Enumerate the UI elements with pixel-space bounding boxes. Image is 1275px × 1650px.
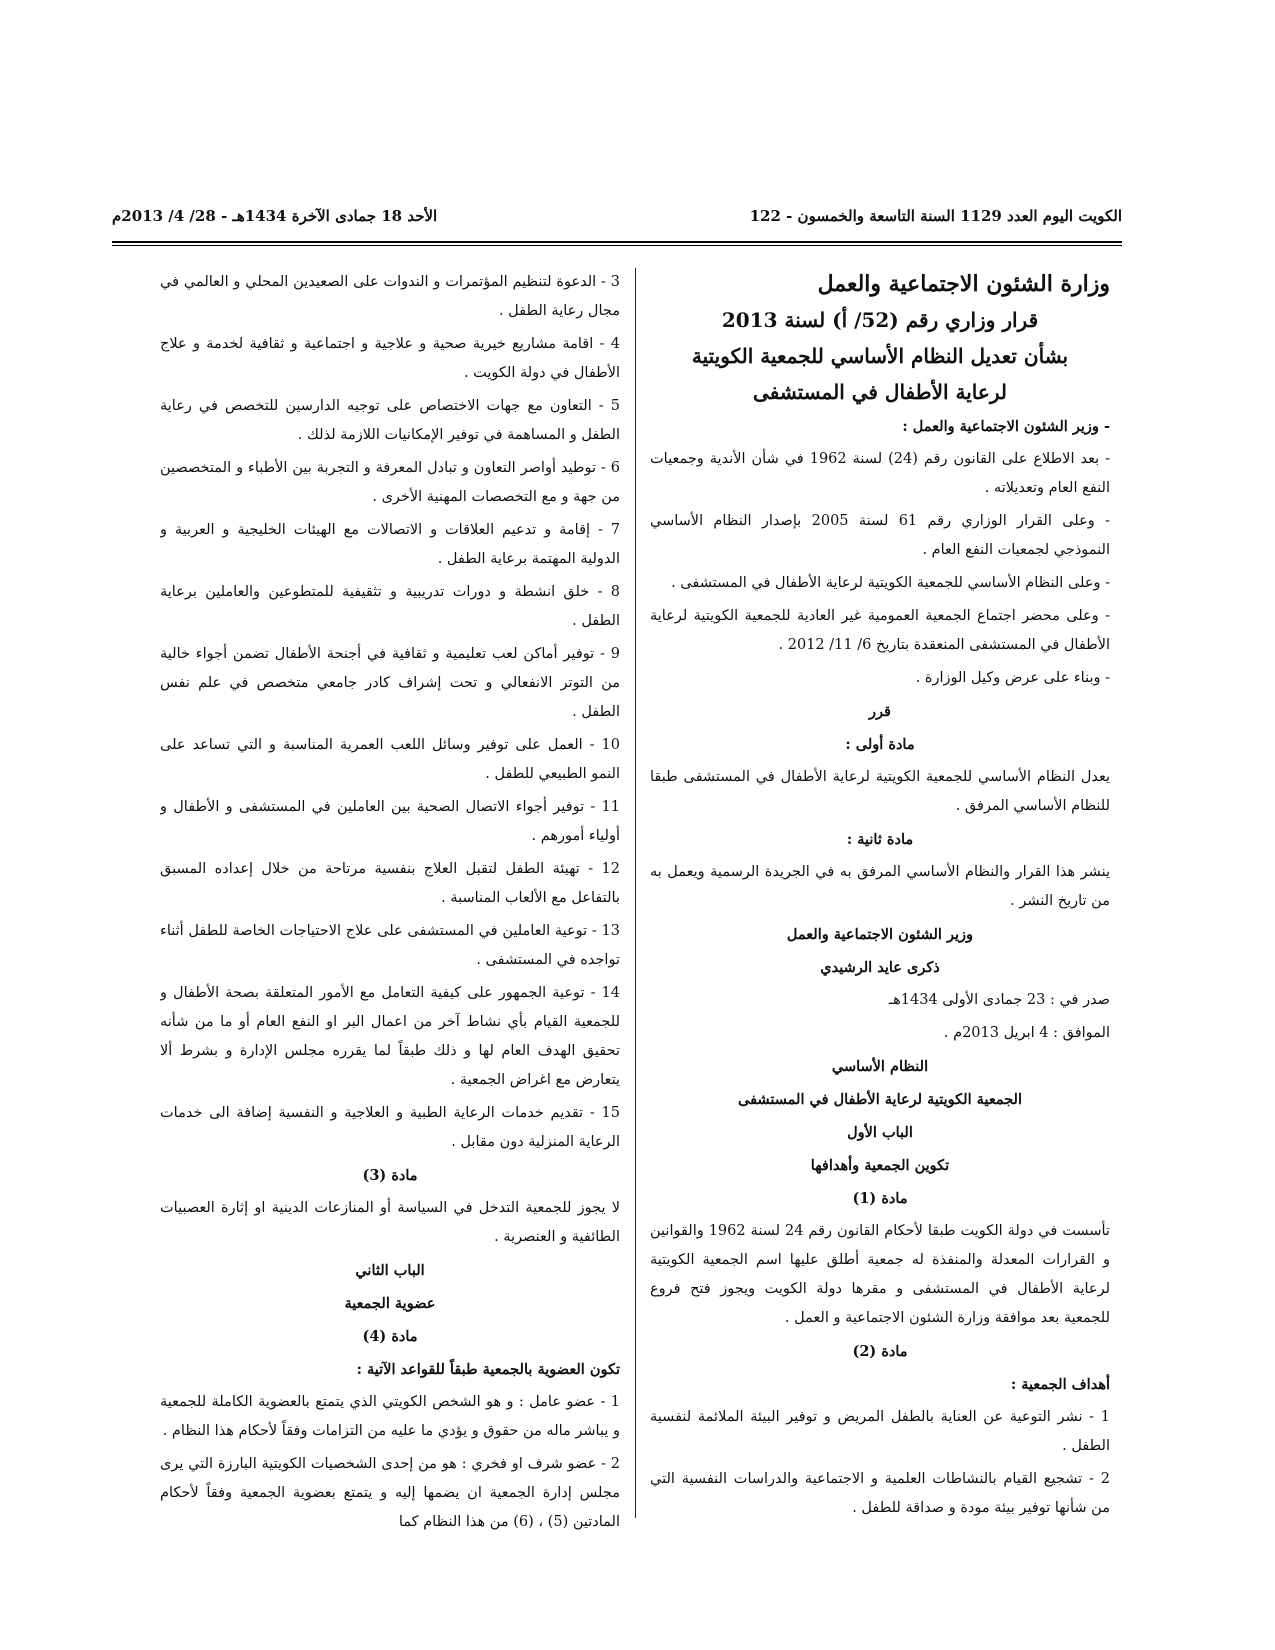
goal-item: 13 - توعية العاملين في المستشفى على علاج الاحتياجات الخاصة للطفل أثناء تواجده في المستشفى . [160, 923, 620, 968]
article-3-title: مادة (3) [362, 1167, 418, 1184]
article-2-title: مادة (2) [852, 1343, 908, 1360]
membership-intro: تكون العضوية بالجمعية طبقاً للقواعد الآتية : [356, 1361, 620, 1378]
ministry-name: وزارة الشئون الاجتماعية والعمل [817, 271, 1110, 297]
goal-item: 4 - اقامة مشاريع خيرية صحية و علاجية و اجتماعية و ثقافية لخدمة و علاج الأطفال في دولة الكويت . [160, 336, 620, 381]
goals-title: أهداف الجمعية : [1010, 1376, 1110, 1393]
article-3-text: لا يجوز للجمعية التدخل في السياسة أو المنازعات الدينية او إثارة العصبيات الطائفية و العنصرية . [160, 1200, 620, 1245]
article-1-text: تأسست في دولة الكويت طبقا لأحكام القانون رقم 24 لسنة 1962 والقوانين و القرارات المعدلة والمنفذة له جمعية أطلق عليها اسم الجمعية الكويتية لرعاية الأطفال في المستشفى و مقرها دولة الكويت ويجوز فتح فروع للجمعية بعد موافقة وزارة الشئون الاجتماعية و العمل . [650, 1223, 1110, 1326]
chapter-one-title: تكوين الجمعية وأهدافها [810, 1157, 950, 1174]
chapter-one: الباب الأول [847, 1124, 913, 1141]
signature-name: ذكرى عايد الرشيدي [820, 959, 940, 976]
article-second-title: مادة ثانية : [846, 831, 914, 848]
membership-item: 1 - عضو عامل : و هو الشخص الكويتي الذي يتمتع بالعضوية الكاملة للجمعية و يباشر ماله من حقوق و يؤدي ما عليه من التزامات وفقاً لأحكام هذا النظام . [160, 1394, 620, 1439]
article-second-text: ينشر هذا القرار والنظام الأساسي المرفق به في الجريدة الرسمية ويعمل به من تاريخ النشر . [650, 864, 1110, 909]
decree-title-line-3: لرعاية الأطفال في المستشفى [753, 380, 1007, 404]
goal-item: 9 - توفير أماكن لعب تعليمية و ثقافية في أجنحة الأطفال تضمن أجواء خالية من التوتر الانفعالي و تحت إشراف كادر جامعي متخصص في علم نفس الطفل . [160, 646, 620, 720]
right-column [650, 268, 1110, 1538]
header-issue-info: الكويت اليوم العدد 1129 السنة التاسعة والخمسون - 122 [749, 207, 1122, 225]
decree-title-line-1: قرار وزاري رقم (52/ أ) لسنة 2013 [721, 308, 1039, 332]
corresponding-date: الموافق : 4 ابريل 2013م . [943, 1025, 1110, 1041]
goal-item: 3 - الدعوة لتنظيم المؤتمرات و الندوات على الصعيدين المحلي و العالمي في مجال رعاية الطفل . [160, 274, 620, 319]
goal-item: 12 - تهيئة الطفل لتقبل العلاج بنفسية مرتاحة من خلال إعداده المسبق بالتفاعل مع الألعاب المناسبة . [160, 861, 620, 906]
recital: - وبناء على عرض وكيل الوزارة . [915, 670, 1110, 686]
signature-title: وزير الشئون الاجتماعية والعمل [786, 926, 974, 943]
statute-title: النظام الأساسي [831, 1058, 929, 1075]
decided-heading: قرر [869, 703, 891, 720]
left-column [160, 268, 620, 1538]
article-first-text: يعدل النظام الأساسي للجمعية الكويتية لرعاية الأطفال في المستشفى طبقا للنظام الأساسي المرفق . [650, 769, 1110, 814]
membership-item: 2 - عضو شرف او فخري : هو من إحدى الشخصيات الكويتية البارزة التي يرى مجلس إدارة الجمعية ان يضمها إليه و يتمتع بعضوية الجمعية وفقاً لأحكام المادتين (5) ، (6) من هذا النظام كما [160, 1456, 620, 1530]
goal-item: 6 - توطيد أواصر التعاون و تبادل المعرفة و التجربة بين الأطباء و المتخصصين من جهة و مع التخصصات المهنية الأخرى . [160, 460, 620, 505]
header-date: الأحد 18 جمادى الآخرة 1434هـ - 28/ 4/ 2013م [112, 207, 438, 225]
goal-item: 11 - توفير أجواء الاتصال الصحية بين العاملين في المستشفى و الأطفال و أولياء أمورهم . [160, 799, 620, 844]
column-divider [635, 268, 636, 1518]
goal-item: 7 - إقامة و تدعيم العلاقات و الاتصالات مع الهيئات الخليجية و العربية و الدولية المهتمة برعاية الطفل . [160, 522, 620, 567]
goal-item: 2 - تشجيع القيام بالنشاطات العلمية و الاجتماعية والدراسات النفسية التي من شأنها توفير بيئة مودة و صداقة للطفل . [650, 1471, 1110, 1516]
goal-item: 5 - التعاون مع جهات الاختصاص على توجيه الدارسين للتخصص في رعاية الطفل و المساهمة في توفير الإمكانيات اللازمة لذلك . [160, 398, 620, 443]
decree-title-line-2: بشأن تعديل النظام الأساسي للجمعية الكويتية [691, 344, 1069, 368]
minister-intro: - وزير الشئون الاجتماعية والعمل : [902, 418, 1110, 435]
issued-date: صدر في : 23 جمادى الأولى 1434هـ [888, 992, 1110, 1008]
goal-item: 15 - تقديم خدمات الرعاية الطبية و العلاجية و النفسية إضافة الى خدمات الرعاية المنزلية دون مقابل . [160, 1105, 620, 1150]
recital: - وعلى محضر اجتماع الجمعية العمومية غير العادية للجمعية الكويتية لرعاية الأطفال في المستشفى المنعقدة بتاريخ 6/ 11/ 2012 . [650, 608, 1110, 653]
goal-item: 10 - العمل على توفير وسائل اللعب العمرية المناسبة و التي تساعد على النمو الطبيعي للطفل . [160, 737, 620, 782]
header-rule [112, 241, 1122, 246]
recital: - وعلى القرار الوزاري رقم 61 لسنة 2005 بإصدار النظام الأساسي النموذجي لجمعيات النفع العام . [650, 513, 1110, 558]
recital: - وعلى النظام الأساسي للجمعية الكويتية لرعاية الأطفال في المستشفى . [671, 575, 1110, 591]
recital: - بعد الاطلاع على القانون رقم (24) لسنة 1962 في شأن الأندية وجمعيات النفع العام وتعديلاته . [650, 451, 1110, 496]
goal-item: 8 - خلق انشطة و دورات تدريبية و تثقيفية للمتطوعين والعاملين برعاية الطفل . [160, 584, 620, 629]
goal-item: 14 - توعية الجمهور على كيفية التعامل مع الأمور المتعلقة بصحة الأطفال و للجمعية القيام بأي نشاط آخر من اعمال البر او النفع العام أو ما من شأنه تحقيق الهدف العام لها و ذلك طبقاً لما يقرره مجلس الإدارة و بشرط ألا يتعارض مع اغراض الجمعية . [160, 985, 620, 1088]
page-header [112, 196, 1122, 236]
chapter-two-title: عضوية الجمعية [344, 1295, 436, 1312]
statute-subtitle: الجمعية الكويتية لرعاية الأطفال في المستشفى [737, 1091, 1023, 1108]
article-1-title: مادة (1) [852, 1190, 908, 1207]
article-first-title: مادة أولى : [845, 736, 915, 753]
article-4-title: مادة (4) [362, 1328, 418, 1345]
chapter-two: الباب الثاني [355, 1262, 425, 1279]
goal-item: 1 - نشر التوعية عن العناية بالطفل المريض و توفير البيئة الملائمة لنفسية الطفل . [650, 1409, 1110, 1454]
